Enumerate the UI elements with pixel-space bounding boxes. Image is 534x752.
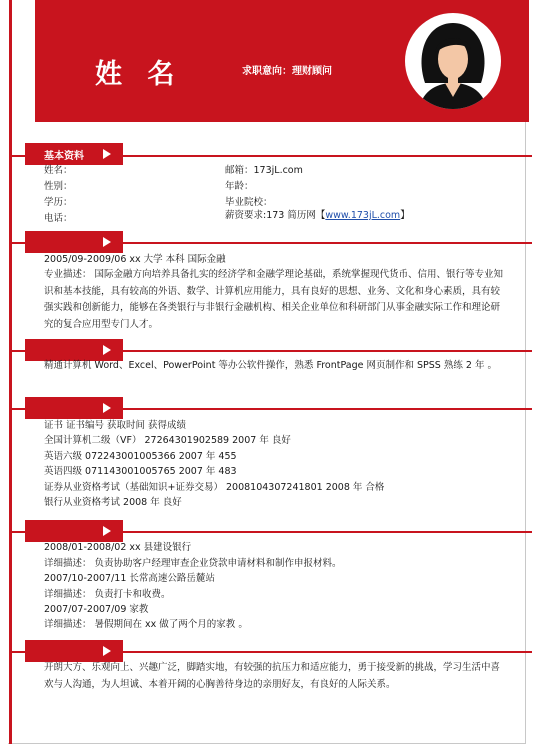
work-item: 2007/10-2007/11 长常高速公路岳麓站 <box>44 573 215 584</box>
section-bar-certs <box>25 397 123 419</box>
cert-item: 证券从业资格考试（基础知识+证券交易） 2008104307241801 2008 年 合格 <box>44 482 385 493</box>
work-item: 2007/07-2007/09 家教 <box>44 604 149 615</box>
work-item: 2008/01-2008/02 xx 县建设银行 <box>44 542 192 553</box>
section-bar-work <box>25 520 123 542</box>
self-evaluation-text: 开朗大方、乐观向上、兴趣广泛，脚踏实地，有较强的抗压力和适应能力，勇于接受新的挑战，学习生活中喜欢与人沟通，为人坦诚、本着开阔的心胸善待身边的亲朋好友，有良好的人际关系。 <box>44 662 501 690</box>
salary-prefix: 薪资要求:173 简历网【 <box>225 210 326 221</box>
work-item: 详细描述： 负责打卡和收费。 <box>44 589 171 600</box>
section-bar-basic <box>25 143 123 165</box>
work-item: 详细描述： 暑假期间在 xx 做了两个月的家教 。 <box>44 619 248 630</box>
cert-item: 全国计算机二级（VF） 27264301902589 2007 年 良好 <box>44 435 291 446</box>
skills-text: 精通计算机 Word、Excel、PowerPoint 等办公软件操作，熟悉 FrontPage 网页制作和 SPSS 熟练 2 年 。 <box>44 360 497 371</box>
woman-avatar-icon <box>405 13 501 109</box>
arrow-right-icon <box>103 403 111 413</box>
resume-name: 姓 名 <box>95 59 183 90</box>
gender-label: 性别： <box>44 181 73 192</box>
salary-suffix: 】 <box>400 210 410 221</box>
cert-item: 英语六级 072243001005366 2007 年 455 <box>44 451 237 462</box>
certs-header: 证书 证书编号 获取时间 获得成绩 <box>44 420 187 431</box>
arrow-right-icon <box>103 345 111 355</box>
arrow-right-icon <box>103 149 111 159</box>
cert-item: 银行从业资格考试 2008 年 良好 <box>44 497 182 508</box>
phone-label: 电话： <box>44 213 73 224</box>
section-bar-education <box>25 231 123 253</box>
section-bar-self <box>25 640 123 662</box>
section-title-basic: 基本资料 <box>44 151 84 162</box>
education-description: 专业描述： 国际金融方向培养具备扎实的经济学和金融学理论基础，系统掌握现代货币、信用、银行等专业知识和基本技能，具有较高的外语、数学、计算机应用能力，具有良好的思想、业务、文化和身心素质，具有较强实践和创新能力，能够在各类银行与非银行金融机构、相关企业单位和科研部门从事金融实际工作和理论研究的复合应用型专门人才。 <box>44 269 504 330</box>
work-item: 详细描述： 负责协助客户经理审查企业贷款申请材料和制作申报材料。 <box>44 558 342 569</box>
arrow-right-icon <box>103 526 111 536</box>
cert-item: 英语四级 071143001005765 2007 年 483 <box>44 466 237 477</box>
age-label: 年龄： <box>225 181 254 192</box>
avatar <box>405 13 501 109</box>
arrow-right-icon <box>103 237 111 247</box>
education-entry: 2005/09-2009/06 xx 大学 本科 国际金融 <box>44 254 226 265</box>
email-label: 邮箱：173jL.com <box>225 165 303 176</box>
salary-line <box>225 208 410 224</box>
job-objective: 求职意向：理财顾问 <box>242 66 332 77</box>
arrow-right-icon <box>103 646 111 656</box>
name-label: 姓名： <box>44 165 73 176</box>
school-label: 毕业院校： <box>225 197 273 208</box>
left-accent-rule <box>9 0 12 744</box>
website-link[interactable]: www.173jL.com <box>325 210 401 221</box>
education-label: 学历： <box>44 197 73 208</box>
